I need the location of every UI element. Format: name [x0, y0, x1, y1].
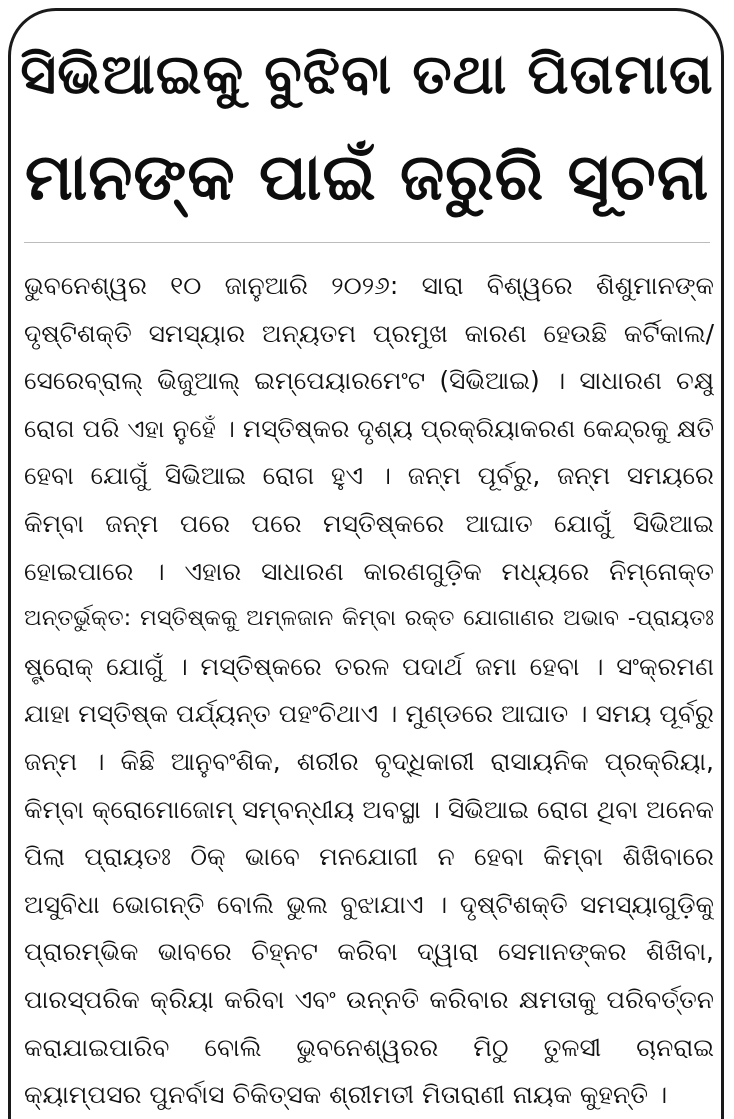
- article-body: [24, 262, 714, 1119]
- body-line-12: କିମ୍ବା କ୍ରୋମୋଜୋମ୍ ସମ୍ବନ୍ଧୀୟ ଅବସ୍ଥା । ସିଭିଆଇ ରୋଗ ଥିବା ଅନେକ: [24, 794, 714, 824]
- body-line-10: ଯାହା ମସ୍ତିଷ୍କ ପର୍ଯ୍ୟନ୍ତ ପହଂଚିଥାଏ । ମୁଣ୍ଡରେ ଆଘାତ । ସମୟ ପୂର୍ବରୁ: [24, 699, 714, 729]
- headline-divider: [24, 242, 710, 243]
- body-line-7: ହୋଇପାରେ । ଏହାର ସାଧାରଣ କାରଣଗୁଡ଼ିକ ମଧ୍ୟରେ ନିମ୍ନୋକ୍ତ: [24, 556, 714, 586]
- body-line-9: ଷ୍ଟ୍ରୋକ୍ ଯୋଗୁଁ । ମସ୍ତିଷ୍କରେ ତରଳ ପଦାର୍ଥ ଜମା ହେବା । ସଂକ୍ରମଣ: [24, 651, 714, 681]
- body-line-17: କରାଯାଇପାରିବ ବୋଲି ଭୁବନେଶ୍ୱରର ମିଠୁ ତୁଳସୀ ଚାନରାଇ: [24, 1032, 714, 1062]
- body-line-3: ସେରେବ୍ରାଲ୍ ଭିଜୁଆଲ୍ ଇମ୍ପେୟାରମେଂଟ (ସିଭିଆଇ) । ସାଧାରଣ ଚକ୍ଷୁ: [24, 366, 714, 396]
- body-line-14: ଅସୁବିଧା ଭୋଗନ୍ତି ବୋଲି ଭୁଲ ବୁଝାଯାଏ । ଦୃଷ୍ଟିଶକ୍ତି ସମସ୍ୟାଗୁଡ଼ିକୁ: [24, 889, 714, 919]
- body-line-16: ପାରସ୍ପରିକ କ୍ରିୟା କରିବା ଏବଂ ଉନ୍ନତି କରିବାର କ୍ଷମତାକୁ ପରିବର୍ତ୍ତନ: [24, 984, 714, 1014]
- body-line-15: ପ୍ରାରମ୍ଭିକ ଭାବରେ ଚିହ୍ନଟ କରିବା ଦ୍ୱାରା ସେମାନଙ୍କର ଶିଖିବା,: [24, 937, 714, 967]
- body-line-6: କିମ୍ବା ଜନ୍ମ ପରେ ପରେ ମସ୍ତିଷ୍କରେ ଆଘାତ ଯୋଗୁଁ ସିଭିଆଇ: [24, 508, 714, 538]
- body-line-8: ଅନ୍ତର୍ଭୁକ୍ତ: ମସ୍ତିଷ୍କକୁ ଅମ୍ଳଜାନ କିମ୍ବା ରକ୍ତ ଯୋଗାଣର ଅଭାବ -ପ୍ରାୟତଃ: [24, 605, 714, 632]
- body-line-18: କ୍ୟାମ୍ପସର ପୁନର୍ବାସ ଚିକିତ୍ସକ ଶ୍ରୀମତୀ ମିତାରାଣୀ ନାୟକ କୁହନ୍ତି ।: [24, 1080, 668, 1110]
- body-line-1: ଭୁବନେଶ୍ୱର ୧୦ ଜାନୁଆରି ୨୦୨୬: ସାରା ବିଶ୍ୱରେ ଶିଶୁମାନଙ୍କ: [24, 271, 714, 300]
- body-line-5: ହେବା ଯୋଗୁଁ ସିଭିଆଇ ରୋଗ ହୁଏ । ଜନ୍ମ ପୂର୍ବରୁ, ଜନ୍ମ ସମୟରେ: [24, 461, 714, 491]
- body-line-13: ପିଲା ପ୍ରାୟତଃ ଠିକ୍ ଭାବେ ମନଯୋଗୀ ନ ହେବା କିମ୍ବା ଶିଖିବାରେ: [24, 842, 714, 872]
- body-line-11: ଜନ୍ମ । କିଛି ଆନୁବଂଶିକ, ଶରୀର ବୃଦ୍ଧିକାରୀ ରାସାୟନିକ ପ୍ରକ୍ରିୟା,: [24, 746, 714, 776]
- body-line-2: ଦୃଷ୍ଟିଶକ୍ତି ସମସ୍ୟାର ଅନ୍ୟତମ ପ୍ରମୁଖ କାରଣ ହେଉଛି କର୍ଟିକାଲ/: [24, 318, 714, 348]
- article-headline: [20, 22, 714, 230]
- headline-line-1: ସିଭିଆଇକୁ ବୁଝିବା ତଥା ପିତାମାତା: [20, 42, 714, 106]
- body-line-4: ରୋଗ ପରି ଏହା ନୁହେଁ । ମସ୍ତିଷ୍କର ଦୃଶ୍ୟ ପ୍ରକ୍ରିୟାକରଣ କେନ୍ଦ୍ରକୁ କ୍ଷତି: [24, 413, 714, 443]
- headline-line-2: ମାନଙ୍କ ପାଇଁ ଜରୁରି ସୂଚନା: [24, 141, 710, 215]
